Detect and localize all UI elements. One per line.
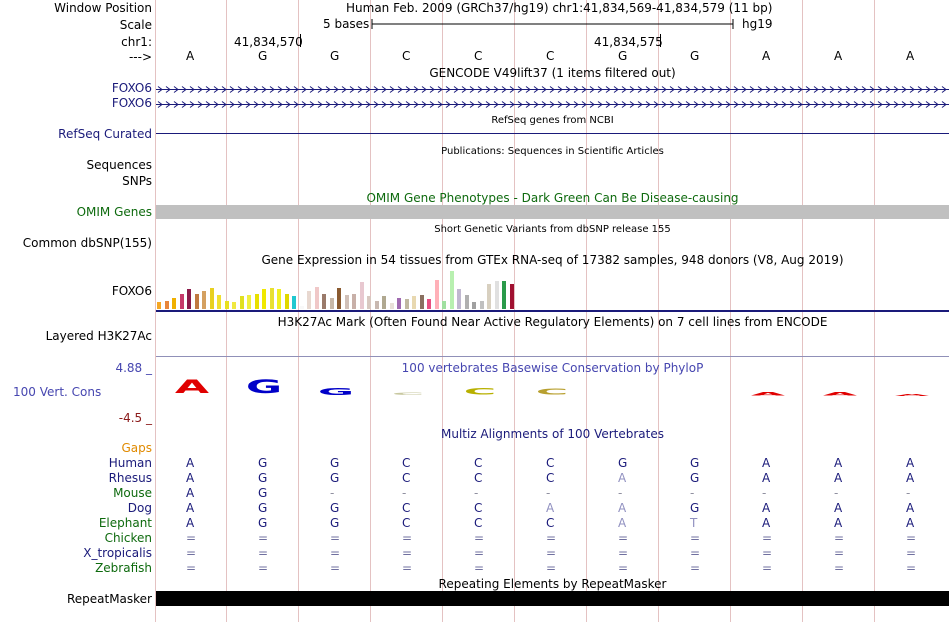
gtex-tissue-bar[interactable] [487, 284, 491, 309]
scale-text: 5 bases [323, 17, 370, 31]
species-label[interactable]: Dog [127, 501, 152, 515]
cons-min-label: -4.5 _ [118, 411, 152, 425]
gtex-tissue-bar[interactable] [240, 296, 244, 309]
repeat-track-title[interactable]: Repeating Elements by RepeatMasker [438, 577, 667, 591]
alignment-base: = [186, 561, 197, 575]
alignment-base: A [906, 501, 915, 515]
alignment-base: G [330, 471, 340, 485]
gtex-tissue-bar[interactable] [442, 301, 446, 309]
alignment-base: = [618, 546, 629, 560]
alignment-base: = [546, 546, 557, 560]
species-label[interactable]: Elephant [98, 516, 152, 530]
alignment-base: = [834, 546, 845, 560]
gtex-tissue-bar[interactable] [300, 306, 304, 309]
gtex-tissue-bar[interactable] [217, 295, 221, 309]
alignment-base: - [834, 486, 839, 500]
base-letter: C [546, 49, 555, 63]
alignment-base: C [402, 471, 411, 485]
gtex-track-label[interactable]: FOXO6 [111, 284, 152, 298]
alignment-base: = [690, 561, 701, 575]
alignment-base: G [690, 501, 700, 515]
conservation-logo[interactable] [156, 376, 949, 406]
gtex-tissue-bar[interactable] [382, 296, 386, 309]
gtex-tissue-bar[interactable] [322, 294, 326, 309]
gtex-tissue-bar[interactable] [225, 301, 229, 309]
gtex-tissue-bar[interactable] [345, 295, 349, 309]
alignment-base: = [762, 561, 773, 575]
alignment-base: G [258, 456, 268, 470]
alignment-base: = [330, 546, 341, 560]
alignment-base: G [330, 456, 340, 470]
gtex-tissue-bar[interactable] [262, 289, 266, 309]
omim-track-title[interactable]: OMIM Gene Phenotypes - Dark Green Can Be Disease-causing [366, 191, 739, 205]
gtex-tissue-bar[interactable] [510, 284, 514, 309]
species-label[interactable]: Rhesus [108, 471, 152, 485]
alignment-base: A [762, 471, 771, 485]
refseq-track-label[interactable]: RefSeq Curated [58, 127, 152, 141]
cons-max-label: 4.88 _ [115, 361, 152, 375]
alignment-base: - [690, 486, 695, 500]
gencode-track-title[interactable]: GENCODE V49lift37 (1 items filtered out) [429, 66, 676, 80]
refseq-gene-line[interactable] [156, 133, 949, 134]
gtex-tissue-bar[interactable] [405, 299, 409, 309]
gtex-tissue-bar[interactable] [210, 288, 214, 309]
dbsnp-track-label[interactable]: Common dbSNP(155) [22, 236, 152, 250]
cons-logo-letter: G [317, 386, 355, 397]
repeat-feature[interactable] [156, 591, 949, 606]
alignment-base: = [834, 561, 845, 575]
alignment-base: = [186, 546, 197, 560]
gtex-tissue-bar[interactable] [360, 282, 364, 309]
gtex-tissue-bar[interactable] [180, 294, 184, 309]
base-letter: G [330, 49, 340, 63]
gtex-tissue-bar[interactable] [315, 287, 319, 309]
alignment-base: = [690, 546, 701, 560]
gtex-track-title[interactable]: Gene Expression in 54 tissues from GTEx RNA-seq of 17382 samples, 948 donors (V8, Aug 2019) [261, 253, 844, 267]
h3k27ac-baseline [156, 356, 949, 357]
alignment-base: A [618, 471, 627, 485]
alignment-base: - [762, 486, 767, 500]
intron-arrows [156, 85, 949, 94]
alignment-base: A [186, 501, 195, 515]
alignment-base: A [762, 456, 771, 470]
alignment-base: = [330, 531, 341, 545]
omim-feature-band[interactable] [156, 205, 949, 219]
gtex-tissue-bar[interactable] [330, 298, 334, 309]
alignment-base: = [618, 561, 629, 575]
gtex-tissue-bar[interactable] [247, 295, 251, 309]
scale-assembly: hg19 [742, 17, 773, 31]
base-letter: C [402, 49, 411, 63]
alignment-base: A [186, 456, 195, 470]
base-letter: C [474, 49, 483, 63]
gtex-tissue-bar[interactable] [457, 289, 461, 309]
alignment-base: G [258, 471, 268, 485]
alignment-base: G [258, 501, 268, 515]
cons-logo-letter: C [391, 391, 425, 397]
gtex-tissue-bar[interactable] [187, 289, 191, 309]
cons-logo-letter: G [245, 376, 283, 398]
strand-label: ---> [128, 50, 152, 64]
alignment-base: - [546, 486, 551, 500]
alignment-base: A [186, 486, 195, 500]
gtex-tissue-bar[interactable] [420, 295, 424, 309]
alignment-base: G [330, 501, 340, 515]
alignment-base: = [762, 531, 773, 545]
gtex-tissue-bar[interactable] [495, 281, 499, 309]
alignment-base: A [834, 456, 843, 470]
alignment-base: = [258, 531, 269, 545]
alignment-base: = [762, 546, 773, 560]
alignment-base: A [186, 471, 195, 485]
gencode-item-label[interactable]: FOXO6 [111, 96, 152, 110]
gtex-tissue-bar[interactable] [292, 296, 296, 309]
gtex-tissue-bar[interactable] [157, 302, 161, 309]
repeat-track-label[interactable]: RepeatMasker [66, 592, 152, 606]
alignment-base: C [546, 471, 555, 485]
publications-track-title[interactable]: Publications: Sequences in Scientific Articles [441, 146, 664, 157]
alignment-base: T [690, 516, 698, 530]
alignment-base: = [474, 531, 485, 545]
alignment-base: = [402, 546, 413, 560]
scale-label: Scale [119, 18, 152, 32]
gene-feature[interactable] [156, 83, 949, 92]
coord-tick-2 [660, 34, 661, 47]
gtex-tissue-bar[interactable] [232, 302, 236, 309]
alignment-base: = [330, 561, 341, 575]
gencode-item-label[interactable]: FOXO6 [111, 81, 152, 95]
gtex-tissue-bar[interactable] [307, 291, 311, 309]
base-letter: A [186, 49, 195, 63]
species-label[interactable]: Zebrafish [95, 561, 152, 575]
alignment-base: A [834, 501, 843, 515]
alignment-base: - [402, 486, 407, 500]
gtex-tissue-bar[interactable] [412, 296, 416, 309]
alignment-base: G [330, 516, 340, 530]
cons-logo-letter: C [463, 387, 497, 397]
alignment-base: G [618, 456, 628, 470]
species-label[interactable]: Mouse [113, 486, 152, 500]
gtex-tissue-bar[interactable] [375, 301, 379, 309]
alignment-base: A [906, 456, 915, 470]
species-label[interactable]: X_tropicalis [83, 546, 152, 560]
alignment-base: G [258, 486, 268, 500]
alignment-base: - [906, 486, 911, 500]
alignment-base: = [402, 561, 413, 575]
gtex-tissue-bar[interactable] [397, 298, 401, 309]
gtex-tissue-bar[interactable] [435, 280, 439, 309]
gtex-tissue-bar[interactable] [480, 301, 484, 309]
alignment-base: - [330, 486, 335, 500]
alignment-base: = [906, 531, 917, 545]
snps-track-label[interactable]: SNPs [122, 174, 152, 188]
species-label[interactable]: Chicken [104, 531, 152, 545]
base-letter: A [762, 49, 771, 63]
gtex-tissue-bar[interactable] [352, 294, 356, 309]
alignment-base: = [258, 561, 269, 575]
gtex-gene-line [156, 310, 949, 312]
gtex-tissue-bar[interactable] [465, 295, 469, 309]
gaps-track-label[interactable]: Gaps [121, 441, 152, 455]
base-letter: G [690, 49, 700, 63]
alignment-base: C [402, 516, 411, 530]
refseq-track-title[interactable]: RefSeq genes from NCBI [491, 115, 614, 126]
base-letter: G [618, 49, 628, 63]
base-letter: A [906, 49, 915, 63]
cons-logo-letter: A [822, 391, 858, 397]
alignment-base: = [906, 546, 917, 560]
alignment-base: A [186, 516, 195, 530]
gtex-tissue-bar[interactable] [255, 294, 259, 309]
gtex-tissue-bar[interactable] [270, 288, 274, 309]
alignment-base: A [618, 516, 627, 530]
window-position-value: Human Feb. 2009 (GRCh37/hg19) chr1:41,834,569-41,834,579 (11 bp) [346, 1, 773, 15]
cons-track-title[interactable]: 100 vertebrates Basewise Conservation by PhyloP [401, 361, 704, 375]
alignment-base: A [762, 501, 771, 515]
alignment-base: = [186, 531, 197, 545]
base-letter: G [258, 49, 268, 63]
coord-label-2: 41,834,575 [594, 35, 663, 49]
gtex-tissue-bar[interactable] [277, 289, 281, 309]
alignment-base: C [474, 516, 483, 530]
omim-track-label[interactable]: OMIM Genes [76, 205, 152, 219]
alignment-base: A [546, 501, 555, 515]
alignment-base: G [690, 456, 700, 470]
cons-logo-letter: A [750, 391, 786, 397]
gtex-expression-bars[interactable] [156, 268, 536, 309]
alignment-base: = [546, 531, 557, 545]
alignment-base: A [618, 501, 627, 515]
gtex-tissue-bar[interactable] [202, 291, 206, 309]
alignment-base: A [834, 516, 843, 530]
alignment-base: = [834, 531, 845, 545]
base-letter: A [834, 49, 843, 63]
alignment-base: = [474, 546, 485, 560]
alignment-base: = [546, 561, 557, 575]
alignment-base: C [474, 456, 483, 470]
sequences-track-label[interactable]: Sequences [86, 158, 152, 172]
alignment-base: = [402, 531, 413, 545]
gtex-tissue-bar[interactable] [195, 294, 199, 309]
alignment-base: C [546, 516, 555, 530]
alignment-base: - [618, 486, 623, 500]
coord-tick-1 [300, 34, 301, 47]
alignment-base: = [258, 546, 269, 560]
alignment-base: - [474, 486, 479, 500]
multiz-alignment[interactable] [0, 456, 950, 576]
alignment-base: A [906, 471, 915, 485]
alignment-base: = [474, 561, 485, 575]
alignment-base: = [690, 531, 701, 545]
alignment-base: = [618, 531, 629, 545]
cons-track-label[interactable]: 100 Vert. Cons [13, 385, 102, 399]
gtex-tissue-bar[interactable] [337, 288, 341, 309]
gtex-tissue-bar[interactable] [472, 302, 476, 309]
coord-label-1: 41,834,570 [234, 35, 303, 49]
h3k27ac-track-title[interactable]: H3K27Ac Mark (Often Found Near Active Regulatory Elements) on 7 cell lines from ENCODE [277, 315, 828, 329]
species-label[interactable]: Human [108, 456, 152, 470]
gene-feature[interactable] [156, 98, 949, 107]
chrom-label: chr1: [121, 35, 152, 49]
gtex-tissue-bar[interactable] [390, 303, 394, 309]
gtex-tissue-bar[interactable] [165, 301, 169, 309]
base-sequence [156, 49, 949, 63]
alignment-base: A [906, 516, 915, 530]
alignment-base: C [402, 501, 411, 515]
intron-arrows [156, 100, 949, 109]
gtex-tissue-bar[interactable] [450, 271, 454, 309]
alignment-base: G [690, 471, 700, 485]
alignment-base: C [402, 456, 411, 470]
alignment-base: A [834, 471, 843, 485]
window-position-label: Window Position [54, 1, 152, 15]
gtex-tissue-bar[interactable] [285, 294, 289, 309]
gtex-tissue-bar[interactable] [502, 281, 506, 309]
multiz-track-title[interactable]: Multiz Alignments of 100 Vertebrates [440, 427, 665, 441]
alignment-base: C [546, 456, 555, 470]
gtex-tissue-bar[interactable] [367, 296, 371, 309]
cons-logo-letter: C [535, 388, 569, 397]
cons-logo-letter: A [894, 392, 930, 397]
gtex-tissue-bar[interactable] [427, 299, 431, 309]
alignment-base: C [474, 501, 483, 515]
alignment-base: = [906, 561, 917, 575]
alignment-base: A [762, 516, 771, 530]
alignment-base: G [258, 516, 268, 530]
gtex-tissue-bar[interactable] [172, 298, 176, 309]
h3k27ac-track-label[interactable]: Layered H3K27Ac [45, 329, 152, 343]
cons-logo-letter: A [174, 376, 210, 398]
dbsnp-track-title[interactable]: Short Genetic Variants from dbSNP release 155 [434, 224, 671, 235]
scale-bar [370, 17, 738, 31]
alignment-base: C [474, 471, 483, 485]
